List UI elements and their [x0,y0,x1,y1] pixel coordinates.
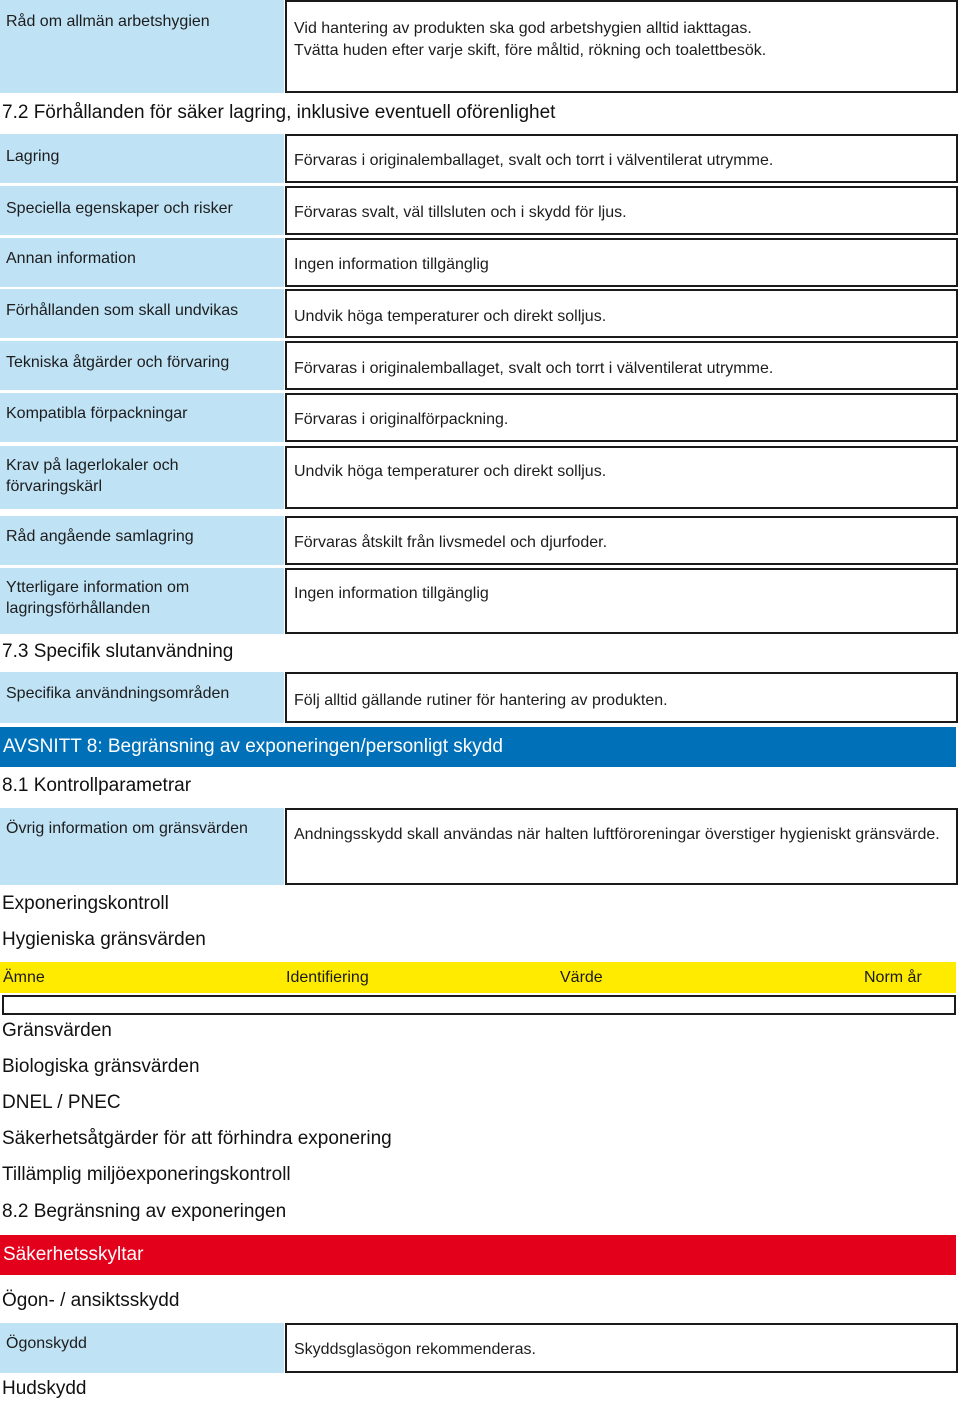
heading-safety-measures: Säkerhetsåtgärder för att förhindra exponering [2,1128,392,1149]
col-header-norm-year: Norm år [864,969,922,986]
row-label-limit-values-info: Övrig information om gränsvärden [0,808,284,885]
col-header-value: Värde [560,969,603,986]
row-value-joint-storage: Förvaras åtskilt från livsmedel och djurfoder. [285,516,958,565]
row-label-storage-requirements: Krav på lagerlokaler och förvaringskärl [0,446,284,509]
heading-exposure-control: Exponeringskontroll [2,893,169,914]
row-value-general-hygiene: Vid hantering av produkten ska god arbetshygien alltid iakttagas. Tvätta huden efter varje skift, före måltid, rökning och toalettbesök. [285,0,958,93]
row-value-technical-measures: Förvaras i originalemballaget, svalt och torrt i välventilerat utrymme. [285,341,958,390]
heading-hygienic-limits: Hygieniska gränsvärden [2,929,206,950]
row-value-storage-requirements: Undvik höga temperaturer och direkt solljus. [285,446,958,509]
heading-8-1: 8.1 Kontrollparametrar [2,775,192,796]
heading-environmental-control: Tillämplig miljöexponeringskontroll [2,1164,291,1185]
row-label-joint-storage: Råd angående samlagring [0,516,284,565]
row-label-eye-protection: Ögonskydd [0,1323,284,1373]
row-value-storage: Förvaras i originalemballaget, svalt och torrt i välventilerat utrymme. [285,134,958,183]
heading-8-2: 8.2 Begränsning av exponeringen [2,1201,287,1222]
section-bar-safety-signs: Säkerhetsskyltar [0,1235,956,1275]
row-value-other-info: Ingen information tillgänglig [285,238,958,287]
row-label-compatible-packaging: Kompatibla förpackningar [0,393,284,442]
row-value-additional-storage-info: Ingen information tillgänglig [285,568,958,634]
heading-limit-values: Gränsvärden [2,1020,112,1041]
row-value-eye-protection: Skyddsglasögon rekommenderas. [285,1323,958,1373]
section-bar-avsnitt-8: AVSNITT 8: Begränsning av exponeringen/personligt skydd [0,727,956,767]
heading-eye-protection: Ögon- / ansiktsskydd [2,1290,180,1311]
row-label-conditions-to-avoid: Förhållanden som skall undvikas [0,289,284,338]
table-empty-row [2,995,956,1015]
row-label-additional-storage-info: Ytterligare information om lagringsförhållanden [0,568,284,634]
col-header-identification: Identifiering [286,969,369,986]
row-value-specific-uses: Följ alltid gällande rutiner för hantering av produkten. [285,672,958,723]
heading-7-3: 7.3 Specifik slutanvändning [2,641,234,662]
row-value-conditions-to-avoid: Undvik höga temperaturer och direkt solljus. [285,289,958,338]
row-label-general-hygiene: Råd om allmän arbetshygien [0,0,284,93]
row-label-specific-uses: Specifika användningsområden [0,672,284,723]
row-label-special-properties: Speciella egenskaper och risker [0,186,284,235]
row-label-other-info: Annan information [0,238,284,287]
row-label-technical-measures: Tekniska åtgärder och förvaring [0,341,284,390]
row-value-limit-values-info: Andningsskydd skall användas när halten luftföroreningar överstiger hygieniskt gränsvärde. [285,808,958,885]
heading-7-2: 7.2 Förhållanden för säker lagring, inklusive eventuell oförenlighet [2,102,556,123]
heading-biological-limits: Biologiska gränsvärden [2,1056,200,1077]
heading-skin-protection: Hudskydd [2,1378,87,1399]
table-header-row [0,962,956,993]
row-value-compatible-packaging: Förvaras i originalförpackning. [285,393,958,442]
heading-dnel-pnec: DNEL / PNEC [2,1092,121,1113]
row-label-storage: Lagring [0,134,284,183]
row-value-special-properties: Förvaras svalt, väl tillsluten och i skydd för ljus. [285,186,958,235]
col-header-substance: Ämne [3,969,45,986]
